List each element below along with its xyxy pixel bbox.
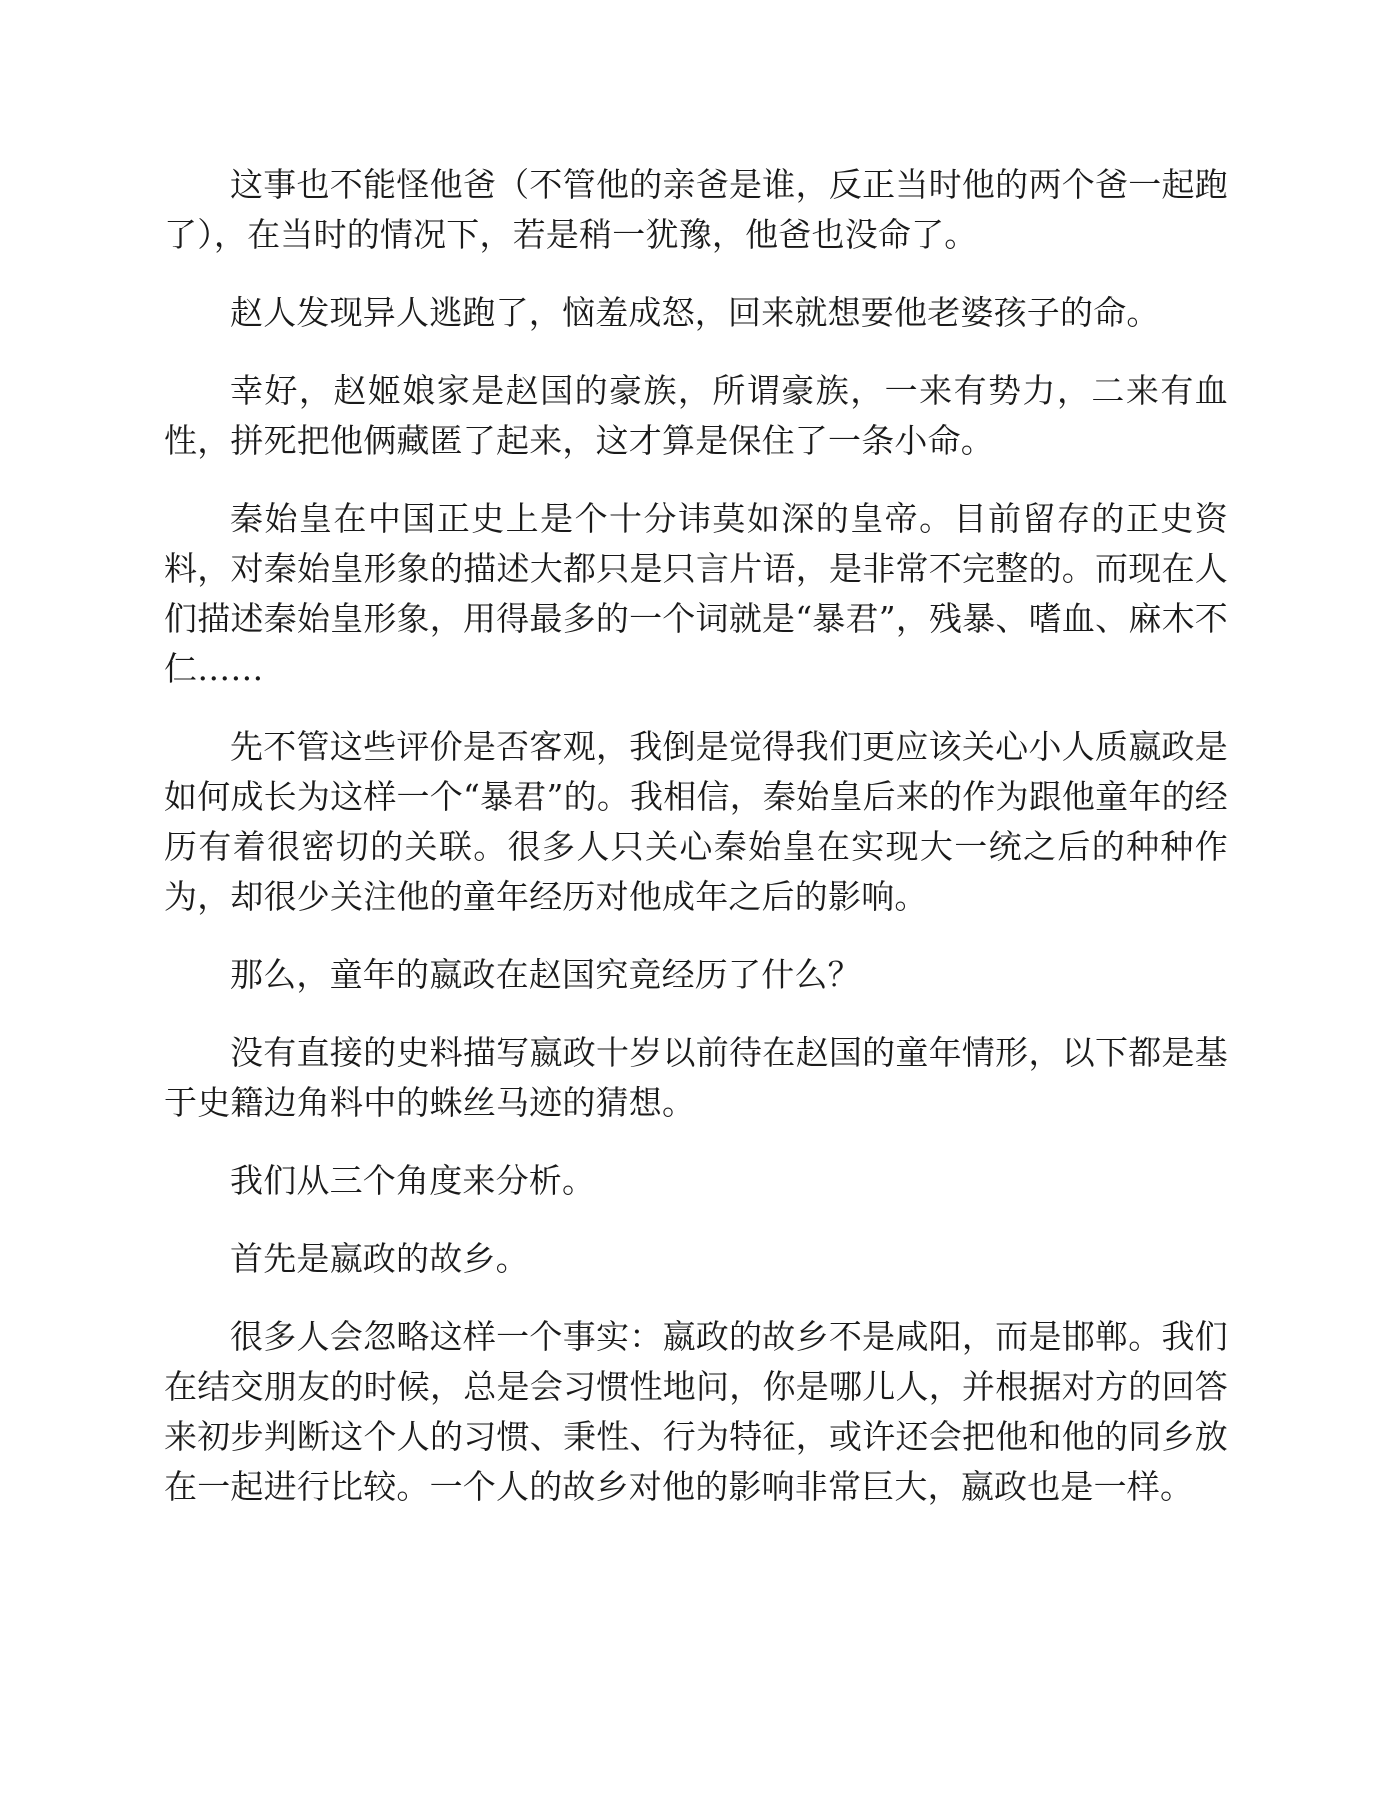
paragraph: 那么，童年的嬴政在赵国究竟经历了什么？ — [230, 955, 861, 994]
paragraph: 幸好，赵姬娘家是赵国的豪族，所谓豪族，一来有势力，二来有血性，拼死把他俩藏匿了起来，这才算是保住了一条小命。 — [164, 371, 1228, 460]
paragraph: 很多人会忽略这样一个事实：嬴政的故乡不是咸阳，而是邯郸。我们在结交朋友的时候，总是会习惯性地问，你是哪儿人，并根据对方的回答来初步判断这个人的习惯、秉性、行为特征，或许还会把他和他的同乡放在一起进行比较。一个人的故乡对他的影响非常巨大，嬴政也是一样。 — [164, 1317, 1228, 1506]
paragraph: 我们从三个角度来分析。 — [230, 1161, 596, 1200]
paragraph: 先不管这些评价是否客观，我倒是觉得我们更应该关心小人质嬴政是如何成长为这样一个“暴君”的。我相信，秦始皇后来的作为跟他童年的经历有着很密切的关联。很多人只关心秦始皇在实现大一统之后的种种作为，却很少关注他的童年经历对他成年之后的影响。 — [164, 727, 1228, 916]
paragraph: 赵人发现异人逃跑了，恼羞成怒，回来就想要他老婆孩子的命。 — [230, 293, 1160, 332]
paragraph: 这事也不能怪他爸（不管他的亲爸是谁，反正当时他的两个爸一起跑了），在当时的情况下，若是稍一犹豫，他爸也没命了。 — [164, 165, 1228, 254]
paragraph: 没有直接的史料描写嬴政十岁以前待在赵国的童年情形，以下都是基于史籍边角料中的蛛丝马迹的猜想。 — [164, 1033, 1228, 1122]
document-body — [164, 160, 1228, 1540]
paragraph: 首先是嬴政的故乡。 — [230, 1239, 529, 1278]
paragraph: 秦始皇在中国正史上是个十分讳莫如深的皇帝。目前留存的正史资料，对秦始皇形象的描述大都只是只言片语，是非常不完整的。而现在人们描述秦始皇形象，用得最多的一个词就是“暴君”，残暴、嗜血、麻木不仁…… — [164, 499, 1228, 688]
